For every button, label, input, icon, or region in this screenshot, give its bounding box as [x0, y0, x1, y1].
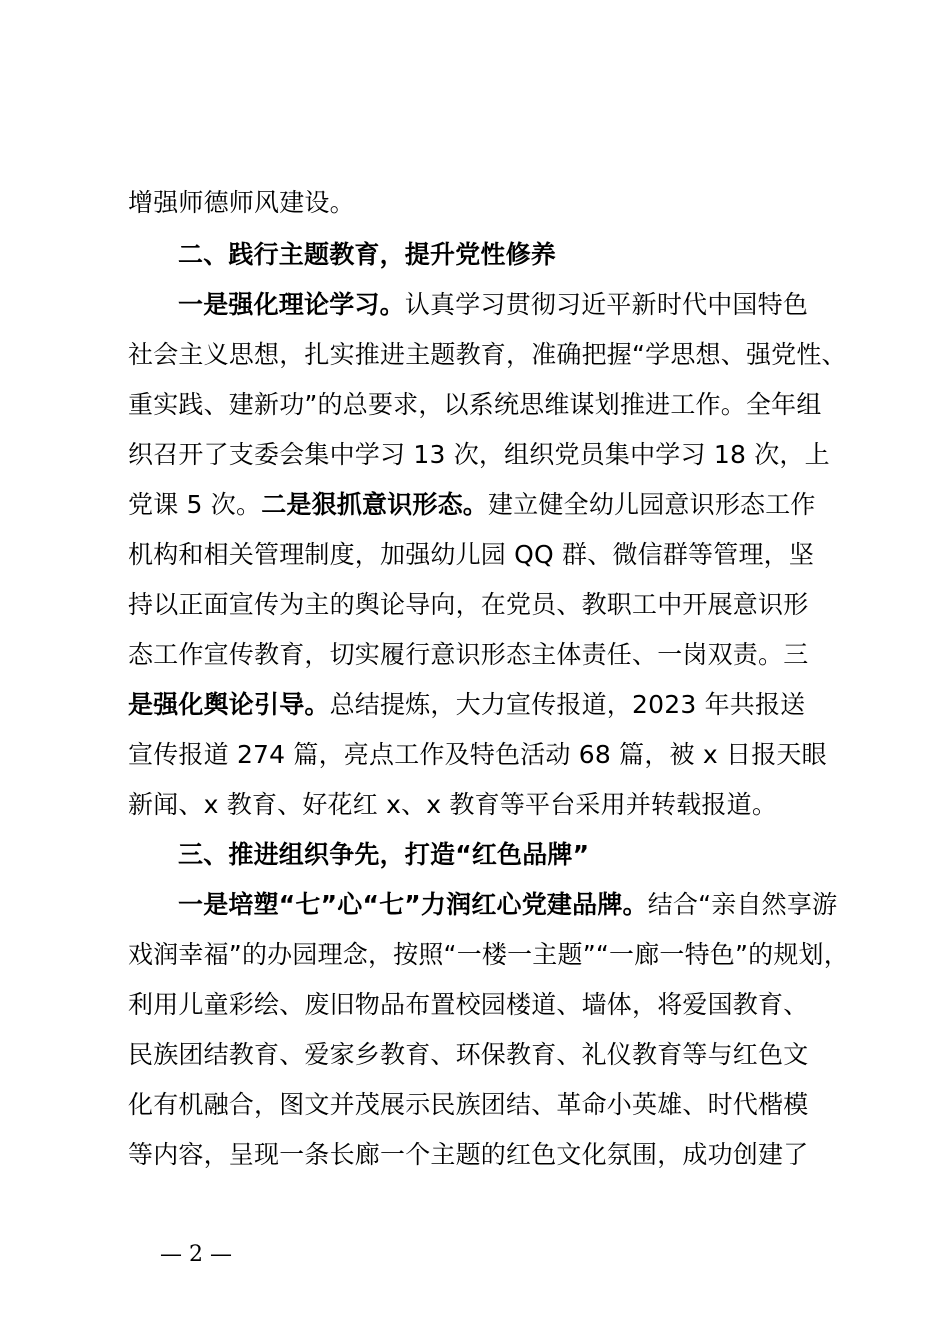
paragraph-line — [128, 988, 828, 1022]
paragraph-line — [178, 888, 878, 922]
page-number: — 2 — — [160, 1242, 232, 1267]
line-text: 社会主义思想，扎实推进主题教育，准确把握“学思想、强党性、 — [128, 340, 847, 369]
line-text: 增强师德师风建设。 — [128, 188, 355, 217]
line-text: 民族团结教育、爱家乡教育、环保教育、礼仪教育等与红色文 — [128, 1040, 809, 1069]
line-text: 认真学习贯彻习近平新时代中国特色 — [404, 290, 809, 319]
line-text: 持以正面宣传为主的舆论导向，在党员、教职工中开展意识形 — [128, 590, 809, 619]
heading-text: 二、践行主题教育，提升党性修养 — [178, 240, 557, 269]
line-text: 重实践、建新功”的总要求，以系统思维谋划推进工作。全年组 — [128, 390, 822, 419]
line-text: 态工作宣传教育，切实履行意识形态主体责任、一岗双责。三 — [128, 640, 809, 669]
line-text: 利用儿童彩绘、废旧物品布置校园楼道、墙体，将爱国教育、 — [128, 990, 809, 1019]
paragraph-line — [128, 738, 828, 772]
lead-phrase: 是强化舆论引导。 — [128, 690, 330, 719]
paragraph-line — [128, 538, 828, 572]
line-text: 戏润幸福”的办园理念，按照“一楼一主题”“一廊一特色”的规划， — [128, 940, 849, 969]
line-text: 化有机融合，图文并茂展示民族团结、革命小英雄、时代楷模 — [128, 1090, 809, 1119]
paragraph-line — [128, 1138, 828, 1172]
paragraph-line — [128, 186, 828, 220]
paragraph-line — [128, 688, 828, 722]
line-text: 织召开了支委会集中学习 13 次，组织党员集中学习 18 次，上 — [128, 440, 830, 469]
line-prefix: 党课 5 次。 — [128, 490, 262, 519]
line-text: 新闻、x 教育、好花红 x、x 教育等平台采用并转载报道。 — [128, 790, 778, 819]
paragraph-line — [128, 488, 828, 522]
paragraph-line — [128, 788, 828, 822]
paragraph-line — [128, 438, 828, 472]
line-text: 宣传报道 274 篇，亮点工作及特色活动 68 篇，被 x 日报天眼 — [128, 740, 827, 769]
lead-phrase: 二是狠抓意识形态。 — [261, 490, 489, 519]
heading-text: 三、推进组织争先，打造“红色品牌” — [178, 840, 590, 869]
line-text: 总结提炼，大力宣传报道，2023 年共报送 — [329, 690, 806, 719]
lead-phrase: 一是培塑“七”心“七”力润红心党建品牌。 — [178, 890, 648, 919]
paragraph-line — [128, 638, 828, 672]
section-heading — [178, 838, 878, 872]
paragraph-line — [178, 288, 878, 322]
paragraph-line — [128, 1038, 828, 1072]
line-text: 机构和相关管理制度，加强幼儿园 QQ 群、微信群等管理，坚 — [128, 540, 815, 569]
line-text: 等内容，呈现一条长廊一个主题的红色文化氛围，成功创建了 — [128, 1140, 809, 1169]
lead-phrase: 一是强化理论学习。 — [178, 290, 405, 319]
section-heading — [178, 238, 878, 272]
paragraph-line — [128, 1088, 828, 1122]
paragraph-line — [128, 338, 847, 372]
paragraph-line — [128, 388, 828, 422]
paragraph-line — [128, 588, 828, 622]
paragraph-line — [128, 938, 849, 972]
line-text: 结合“亲自然享游 — [647, 890, 838, 919]
line-text: 建立健全幼儿园意识形态工作 — [488, 490, 816, 519]
